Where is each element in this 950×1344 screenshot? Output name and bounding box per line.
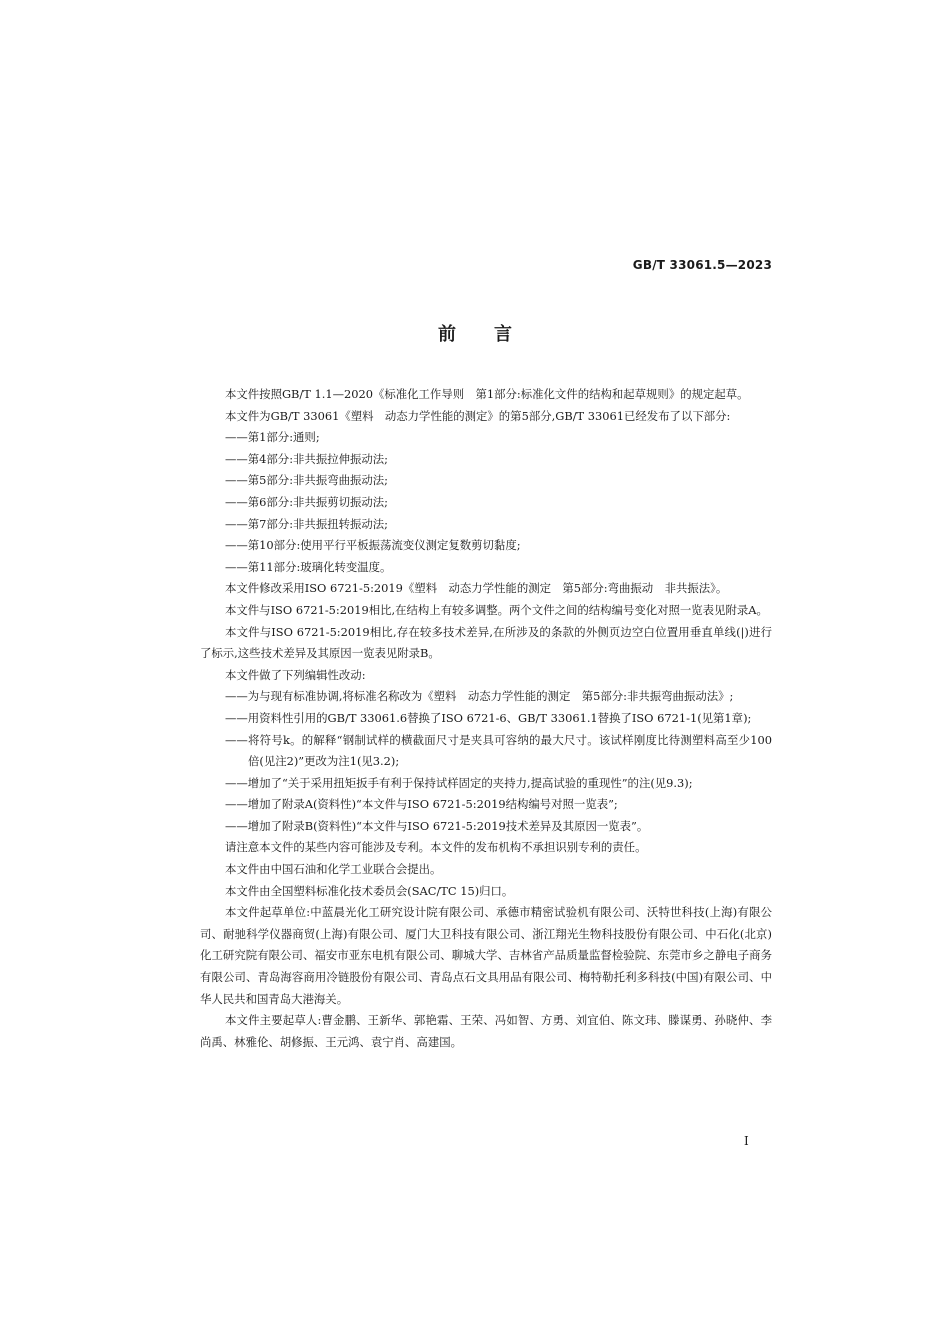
list-item: ——为与现有标准协调,将标准名称改为《塑料 动态力学性能的测定 第5部分:非共振弯曲振动法》; [225, 689, 734, 704]
list-item: ——用资料性引用的GB/T 33061.6替换了ISO 6721-6、GB/T 33061.1替换了ISO 6721-1(见第1章); [225, 710, 752, 725]
paragraph: 本文件做了下列编辑性改动: [225, 667, 366, 682]
paragraph: 本文件为GB/T 33061《塑料 动态力学性能的测定》的第5部分,GB/T 33061已经发布了以下部分: [225, 408, 731, 423]
list-item: ——第5部分:非共振弯曲振动法; [225, 473, 389, 488]
paragraph: 本文件由中国石油和化学工业联合会提出。 [225, 862, 442, 877]
paragraph: 本文件主要起草人:曹金鹏、王新华、郭艳霜、王荣、冯如智、方勇、刘宜伯、陈文玮、滕谋勇、孙晓仲、李尚禹、林雅伦、胡修振、王元鸿、袁宁肖、高建国。 [200, 1013, 772, 1049]
list-item: ——第4部分:非共振拉伸振动法; [225, 451, 389, 466]
paragraph: 本文件与ISO 6721-5:2019相比,在结构上有较多调整。两个文件之间的结构编号变化对照一览表见附录A。 [225, 602, 768, 617]
list-item: ——增加了“关于采用扭矩扳手有利于保持试样固定的夹持力,提高试验的重现性”的注(见9.3); [225, 775, 693, 790]
paragraph: 本文件起草单位:中蓝晨光化工研究设计院有限公司、承德市精密试验机有限公司、沃特世科技(上海)有限公司、耐驰科学仪器商贸(上海)有限公司、厦门大卫科技有限公司、浙江翔光生物科技股份有限公司、中石化(北京)化工研究院有限公司、福安市亚东电机有限公司、聊城大学、吉林省产品质量监督检验院、东莞市乡之静电子商务有限公司、青岛海容商用冷链股份有限公司、青岛点石文具用品有限公司、梅特勒托利多科技(中国)有限公司、中华人民共和国青岛大港海关。 [200, 905, 772, 1006]
list-item: ——第1部分:通则; [225, 430, 320, 445]
document-code: GB/T 33061.5—2023 [632, 258, 772, 272]
paragraph: 本文件与ISO 6721-5:2019相比,存在较多技术差异,在所涉及的条款的外侧页边空白位置用垂直单线(|)进行了标示,这些技术差异及其原因一览表见附录B。 [200, 624, 772, 661]
list-item: ——第11部分:玻璃化转变温度。 [225, 559, 392, 574]
list-item: ——第7部分:非共振扭转振动法; [225, 516, 389, 531]
foreword-body [200, 384, 772, 1053]
paragraph: 本文件由全国塑料标准化技术委员会(SAC/TC 15)归口。 [225, 883, 514, 898]
page-title: 前言 [438, 324, 550, 345]
list-item: ——第6部分:非共振剪切振动法; [225, 494, 389, 509]
paragraph: 本文件修改采用ISO 6721-5:2019《塑料 动态力学性能的测定 第5部分:弯曲振动 非共振法》。 [225, 581, 728, 596]
list-item: ——将符号k。的解释“钢制试样的横截面尺寸是夹具可容纳的最大尺寸。该试样刚度比待测塑料高至少100倍(见注2)”更改为注1(见3.2); [225, 732, 772, 769]
list-item: ——第10部分:使用平行平板振荡流变仪测定复数剪切黏度; [225, 538, 521, 553]
list-item: ——增加了附录B(资料性)“本文件与ISO 6721-5:2019技术差异及其原因一览表”。 [225, 818, 649, 833]
paragraph: 请注意本文件的某些内容可能涉及专利。本文件的发布机构不承担识别专利的责任。 [225, 840, 647, 855]
paragraph: 本文件按照GB/T 1.1—2020《标准化工作导则 第1部分:标准化文件的结构和起草规则》的规定起草。 [225, 387, 749, 401]
page-number: I [744, 1134, 749, 1148]
list-item: ——增加了附录A(资料性)“本文件与ISO 6721-5:2019结构编号对照一览表”; [225, 797, 618, 812]
